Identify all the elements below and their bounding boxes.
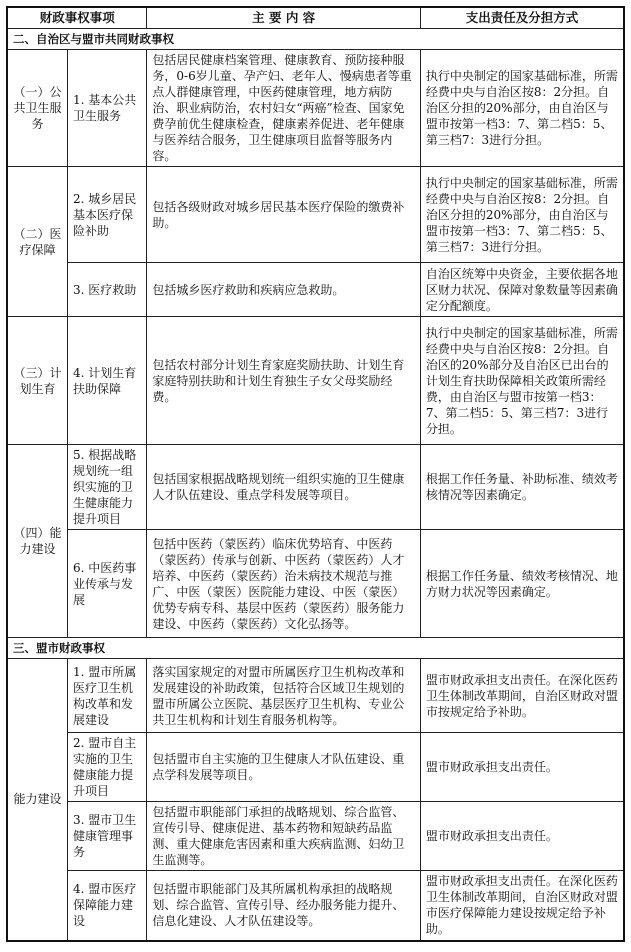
content-cell: 包括盟市职能部门及其所属机构承担的战略规划、综合监管、宣传引导、经办服务能力提升、信息化建设、人才队伍建设等。 [147,871,421,941]
header-matters: 财政事权事项 [7,7,147,29]
section-title: 二、自治区与盟市共同财政事权 [7,29,624,50]
responsibility-cell: 执行中央制定的国家基础标准，所需经费中央与自治区按8：2分担。自治区的20%部分及自治区已出台的计划生育扶助保障相关政策所需经费，由自治区与盟市按第一档3：7、第二档5：5、第三档7：3进行分担。 [420,317,624,445]
header-content: 主 要 内 容 [147,7,421,29]
responsibility-cell: 执行中央制定的国家基础标准，所需经费中央与自治区按8：2分担。自治区分担的20%部分，由自治区与盟市按第一档3：7、第二档5：5、第三档7：3进行分担。 [420,167,624,263]
item-cell: 6. 中医药事业传承与发展 [68,530,147,638]
category-cell: 能力建设 [7,659,68,941]
category-cell: （一）公共卫生服 务 [7,50,68,167]
item-cell: 2. 盟市自主实施的卫生健康能力提升项目 [68,733,147,802]
table-row [7,802,624,871]
content-cell: 包括农村部分计划生育家庭奖励扶助、计划生育家庭特别扶助和计划生育独生子女父母奖励经费。 [147,317,421,445]
responsibility-cell: 盟市财政承担支出责任。 [420,802,624,871]
table-row [7,50,624,167]
section-title-row [7,29,624,50]
section-title: 三、盟市财政事权 [7,638,624,659]
responsibility-cell: 根据工作任务量、绩效考核情况、地方财力状况等因素确定。 [420,530,624,638]
table-row [7,659,624,733]
item-cell: 3. 医疗救助 [68,263,147,317]
category-cell: （二）医疗保障 [7,167,68,317]
table-row [7,733,624,802]
fiscal-responsibility-table [6,6,625,942]
content-cell: 包括盟市自主实施的卫生健康人才队伍建设、重点学科发展等项目。 [147,733,421,802]
item-cell: 3. 盟市卫生健康管理事务 [68,802,147,871]
table-row [7,263,624,317]
content-cell: 落实国家规定的对盟市所属医疗卫生机构改革和发展建设的补助政策，包括符合区域卫生规划的盟市所属公立医院、基层医疗卫生机构、专业公共卫生机构和计划生育服务机构等。 [147,659,421,733]
section-title-row [7,638,624,659]
category-cell: （四）能力建设 [7,445,68,638]
table-header-row [7,7,624,29]
item-cell: 4. 计划生育扶助保障 [68,317,147,445]
content-cell: 包括各级财政对城乡居民基本医疗保险的缴费补助。 [147,167,421,263]
item-cell: 1. 基本公共卫生服务 [68,50,147,167]
table-row [7,317,624,445]
content-cell: 包括中医药（蒙医药）临床优势培育、中医药（蒙医药）传承与创新、中医药（蒙医药）人才培养、中医药（蒙医药）治未病技术规范与推广、中医（蒙医）医院能力建设、中医（蒙医）优势专病专科、基层中医药（蒙医药）服务能力建设、中医药（蒙医药）文化弘扬等。 [147,530,421,638]
content-cell: 包括居民健康档案管理、健康教育、预防接种服务，0-6岁儿童、孕产妇、老年人、慢病患者等重点人群健康管理，中医药健康管理，地方病防治、职业病防治，农村妇女“两癌”检查、国家免费孕前优生健康检查，健康素养促进、老年健康与医养结合服务，卫生健康项目监督等服务内容。 [147,50,421,167]
responsibility-cell: 根据工作任务量、补助标准、绩效考核情况等因素确定。 [420,445,624,530]
responsibility-cell: 盟市财政承担支出责任。在深化医药卫生体制改革期间，自治区财政对盟市按规定给予补助。 [420,659,624,733]
table-row [7,871,624,941]
header-responsibility: 支出责任及分担方式 [420,7,624,29]
category-cell: （三）计划生育 [7,317,68,445]
item-cell: 2. 城乡居民基本医疗保险补助 [68,167,147,263]
item-cell: 5. 根据战略规划统一组织实施的卫生健康能力提升项目 [68,445,147,530]
responsibility-cell: 盟市财政承担支出责任。在深化医药卫生体制改革期间，自治区财政对盟市医疗保障能力建设按规定给予补助。 [420,871,624,941]
content-cell: 包括城乡医疗救助和疾病应急救助。 [147,263,421,317]
responsibility-cell: 自治区统筹中央资金，主要依据各地区财力状况、保障对象数量等因素确定分配额度。 [420,263,624,317]
content-cell: 包括盟市职能部门承担的战略规划、综合监管、宣传引导、健康促进、基本药物和短缺药品监测、重大健康危害因素和重大疾病监测、妇幼卫生监测等。 [147,802,421,871]
table-row [7,445,624,530]
item-cell: 4. 盟市医疗保障能力建设 [68,871,147,941]
item-cell: 1. 盟市所属医疗卫生机构改革和发展建设 [68,659,147,733]
responsibility-cell: 执行中央制定的国家基础标准，所需经费中央与自治区按8：2分担。自治区分担的20%部分，由自治区与盟市按第一档3：7、第二档5：5、第三档7：3进行分担。 [420,50,624,167]
responsibility-cell: 盟市财政承担支出责任。 [420,733,624,802]
table-row [7,530,624,638]
content-cell: 包括国家根据战略规划统一组织实施的卫生健康人才队伍建设、重点学科发展等项目。 [147,445,421,530]
table-row [7,167,624,263]
